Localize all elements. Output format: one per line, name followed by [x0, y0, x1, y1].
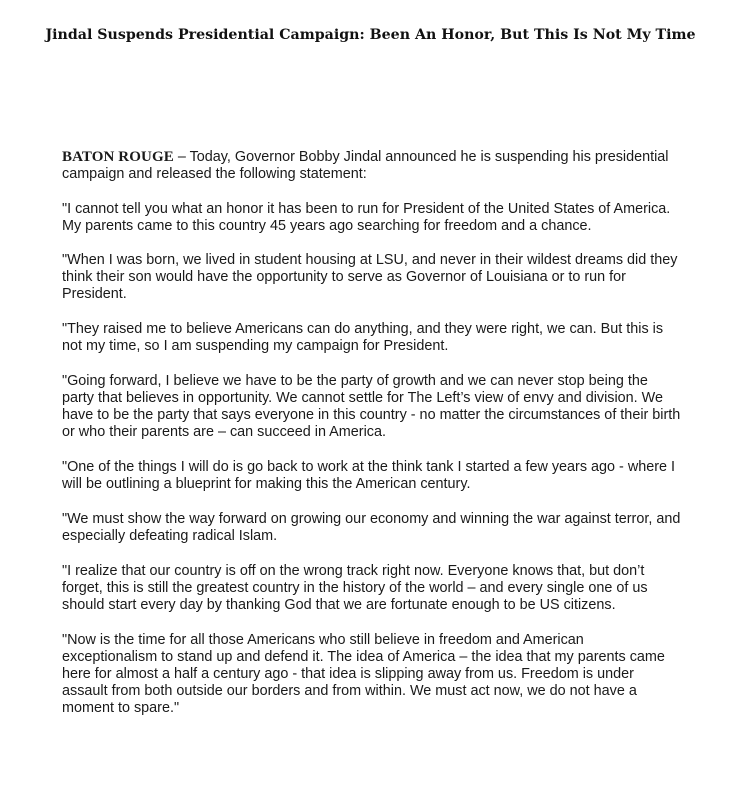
statement-paragraph: "When I was born, we lived in student housing at LSU, and never in their wildest dreams did they think their son would have the opportunity to serve as Governor of Louisiana or to run for President.: [62, 252, 678, 302]
dateline: BATON ROUGE: [62, 149, 174, 165]
statement-paragraph: "One of the things I will do is go back to work at the think tank I started a few years ago - where I will be outlining a blueprint for making this the American century.: [62, 459, 676, 492]
intro-paragraph: [62, 149, 682, 183]
statement-paragraph: "I realize that our country is off on the wrong track right now. Everyone knows that, but don’t forget, this is still the greatest country in the history of the world – and every single one of us should start every day by thanking God that we are fortunate enough to be US citizens.: [62, 563, 648, 613]
statement-body: [62, 149, 682, 717]
statement-paragraph: "Going forward, I believe we have to be the party of growth and we can never stop being the party that believes in opportunity. We cannot settle for The Left’s view of envy and division. We have to be the party that says everyone in this country - no matter the circumstances of their birth or who their parents are – can succeed in America.: [62, 373, 681, 440]
headline: Jindal Suspends Presidential Campaign: Been An Honor, But This Is Not My Time: [45, 27, 696, 43]
intro-text: – Today, Governor Bobby Jindal announced he is suspending his presidential campaign and released the following statement:: [62, 149, 669, 182]
statement-paragraph: "Now is the time for all those Americans who still believe in freedom and American exceptionalism to stand up and defend it. The idea of America – the idea that my parents came here for almost a half a century ago - that idea is slipping away from us. Freedom is under assault from both outside our borders and from within. We must act now, we do not have a moment to spare.": [62, 632, 665, 716]
statement-paragraph: "They raised me to believe Americans can do anything, and they were right, we can. But this is not my time, so I am suspending my campaign for President.: [62, 321, 664, 354]
statement-paragraph: "We must show the way forward on growing our economy and winning the war against terror, and especially defeating radical Islam.: [62, 511, 681, 544]
statement-paragraph: "I cannot tell you what an honor it has been to run for President of the United States of America. My parents came to this country 45 years ago searching for freedom and a chance.: [62, 201, 671, 234]
